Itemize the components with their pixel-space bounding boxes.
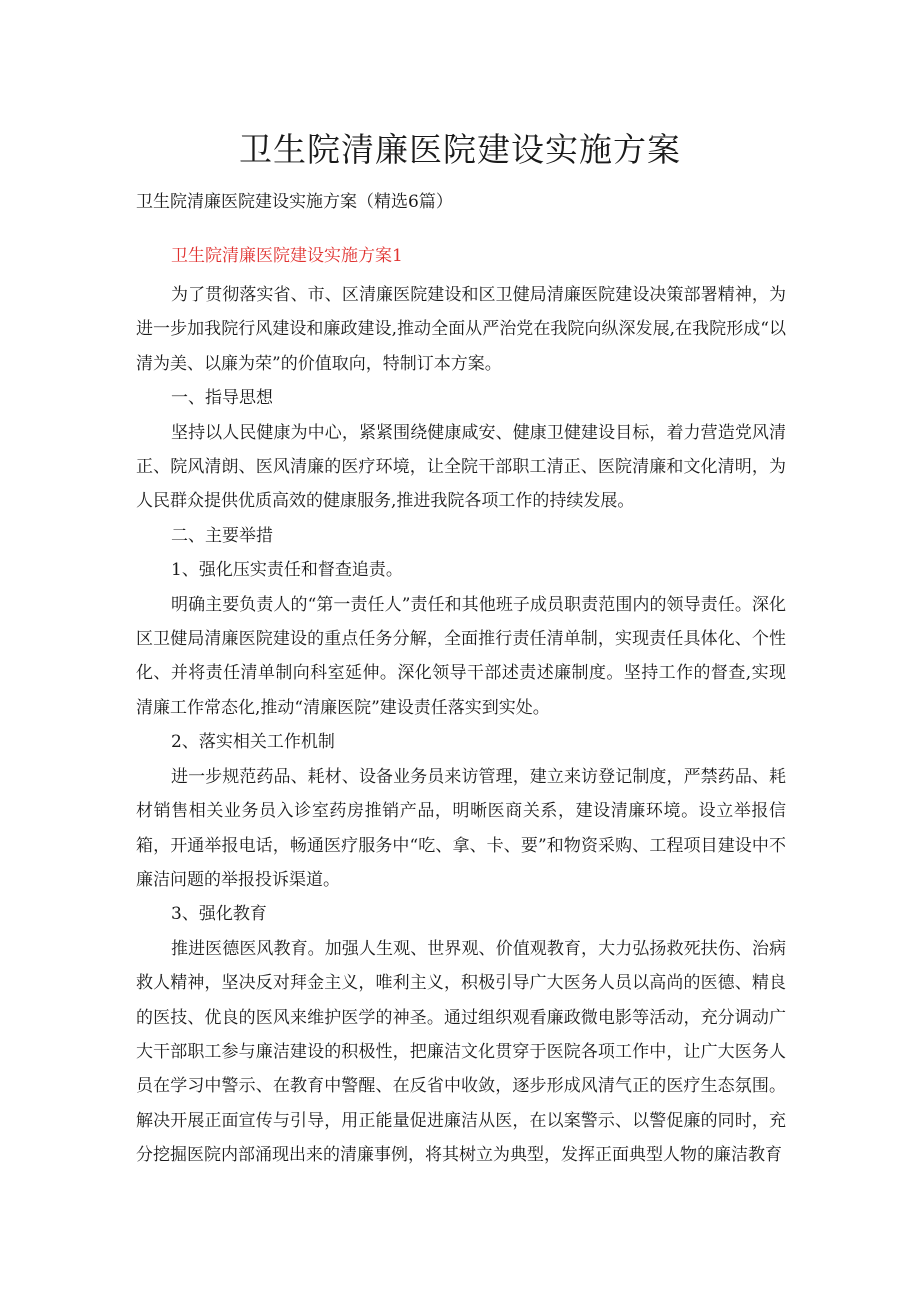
heading-measure-3: 3、强化教育 [171, 904, 267, 925]
document-subtitle: 卫生院清廉医院建设实施方案（精选6篇） [136, 192, 453, 212]
paragraph-intro: 为了贯彻落实省、市、区清廉医院建设和区卫健局清廉医院建设决策部署精神，为进一步加我院行风建设和廉政建设,推动全面从严治党在我院向纵深发展,在我院形成“以清为美、以廉为荣”的价值取向，特制订本方案。 [136, 285, 786, 374]
paragraph-measure-2: 进一步规范药品、耗材、设备业务员来访管理，建立来访登记制度，严禁药品、耗材销售相关业务员入诊室药房推销产品，明晰医商关系，建设清廉环境。设立举报信箱，开通举报电话，畅通医疗服务中“吃、拿、卡、要”和物资采购、工程项目建设中不廉洁问题的举报投诉渠道。 [136, 766, 786, 890]
document-title: 卫生院清廉医院建设实施方案 [239, 130, 681, 169]
heading-measure-1: 1、强化压实责任和督查追责。 [171, 560, 403, 581]
document-body [136, 278, 786, 1173]
heading-measure-2: 2、落实相关工作机制 [171, 732, 335, 753]
heading-guiding-ideology: 一、指导思想 [171, 388, 273, 409]
heading-main-measures: 二、主要举措 [171, 525, 273, 546]
paragraph-measure-3: 推进医德医风教育。加强人生观、世界观、价值观教育，大力弘扬救死扶伤、治病救人精神，坚决反对拜金主义，唯利主义，积极引导广大医务人员以高尚的医德、精良的医技、优良的医风来维护医学的神圣。通过组织观看廉政微电影等活动，充分调动广大干部职工参与廉洁建设的积极性，把廉洁文化贯穿于医院各项工作中，让广大医务人员在学习中警示、在教育中警醒、在反省中收敛，逐步形成风清气正的医疗生态氛围。解决开展正面宣传与引导，用正能量促进廉洁从医，在以案警示、以警促廉的同时，充分挖掘医院内部涌现出来的清廉事例，将其树立为典型，发挥正面典型人物的廉洁教育 [136, 938, 786, 1166]
paragraph-guiding-ideology: 坚持以人民健康为中心，紧紧围绕健康咸安、健康卫健建设目标，着力营造党风清正、院风清朗、医风清廉的医疗环境，让全院干部职工清正、医院清廉和文化清明，为人民群众提供优质高效的健康服务,推进我院各项工作的持续发展。 [136, 422, 786, 512]
paragraph-measure-1: 明确主要负责人的“第一责任人”责任和其他班子成员职责范围内的领导责任。深化区卫健局清廉医院建设的重点任务分解，全面推行责任清单制，实现责任具体化、个性化、并将责任清单制向科室延伸。深化领导干部述责述廉制度。坚持工作的督查,实现清廉工作常态化,推动“清廉医院”建设责任落实到实处。 [136, 594, 786, 718]
section-heading: 卫生院清廉医院建设实施方案1 [171, 246, 403, 266]
